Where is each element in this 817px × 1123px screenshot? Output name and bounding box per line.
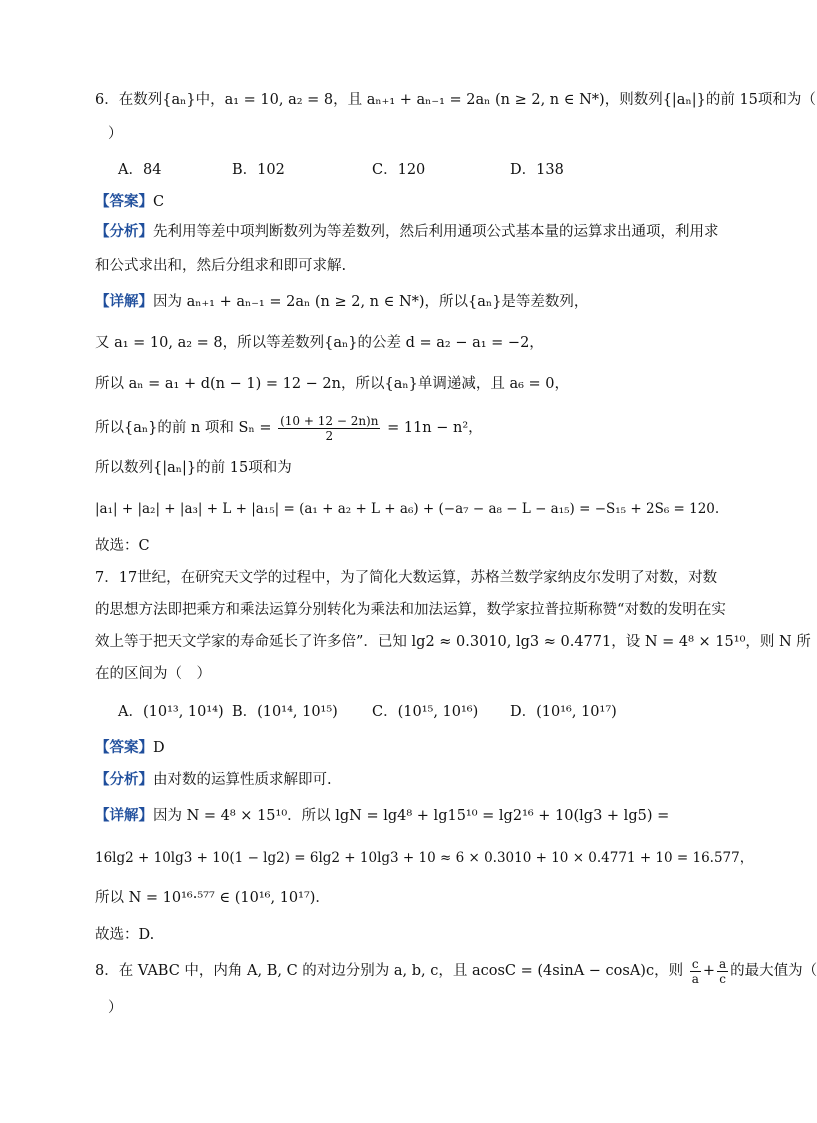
detail-tag: 【详解】 xyxy=(95,807,153,824)
q7-conclusion: 故选：D. xyxy=(95,927,155,943)
q7-detail-line-1 xyxy=(95,806,702,826)
q7-stem-line-2: 的思想方法即把乘方和乘法运算分别转化为乘法和加法运算，数学家拉普拉斯称赞“对数的发明在实 xyxy=(95,602,726,618)
q6-detail-line-6: |a₁| + |a₂| + |a₃| + L + |a₁₅| = (a₁ + a₂ + L + a₆) + (−a₇ − a₈ − L − a₁₅) = −S₁₅ + 2S₆ = 120. xyxy=(95,501,720,517)
q6-detail-4-pre: 所以{aₙ}的前 n 项和 Sₙ = xyxy=(95,420,272,436)
fraction-numerator: a xyxy=(719,956,727,971)
q8-stem-line-2: ） xyxy=(108,1000,123,1016)
q7-detail-line-2: 16lg2 + 10lg3 + 10(1 − lg2) = 6lg2 + 10lg3 + 10 ≈ 6 × 0.3010 + 10 × 0.4771 + 10 = 16.577， xyxy=(95,850,754,866)
q6-detail-text-1: 因为 aₙ₊₁ + aₙ₋₁ = 2aₙ (n ≥ 2, n ∈ N*)，所以{aₙ}是等差数列， xyxy=(153,294,589,310)
q7-option-a: A．(10¹³, 10¹⁴) xyxy=(118,704,224,720)
fraction-numerator: (10 + 12 − 2n)n xyxy=(280,413,379,428)
detail-tag: 【详解】 xyxy=(95,293,153,310)
plus-sign: + xyxy=(702,963,715,979)
q7-detail-line-3: 所以 N = 10¹⁶·⁵⁷⁷ ∈ (10¹⁶, 10¹⁷)． xyxy=(95,890,330,906)
q6-options xyxy=(118,158,702,180)
q7-analysis-line-1 xyxy=(95,770,702,790)
q6-detail-4-post: = 11n − n²， xyxy=(387,420,483,436)
q8-stem-post: 的最大值为（ xyxy=(730,963,817,979)
fraction-a-over-c xyxy=(717,957,728,986)
q6-detail-line-5: 所以数列{|aₙ|}的前 15项和为 xyxy=(95,460,292,476)
analysis-tag: 【分析】 xyxy=(95,223,153,240)
q7-option-b: B．(10¹⁴, 10¹⁵) xyxy=(232,704,338,720)
q8-stem-pre: 8．在 VABC 中，内角 A, B, C 的对边分别为 a, b, c，且 acosC = (4sinA − cosA)c，则 xyxy=(95,963,684,979)
q7-option-c: C．(10¹⁵, 10¹⁶) xyxy=(372,704,479,720)
fraction-denominator: 2 xyxy=(325,428,334,443)
fraction-c-over-a xyxy=(690,957,701,986)
answer-tag: 【答案】 xyxy=(95,739,153,756)
q6-answer-line xyxy=(95,192,702,212)
q7-option-d: D．(10¹⁶, 10¹⁷) xyxy=(510,704,617,720)
q7-detail-text-1: 因为 N = 4⁸ × 15¹⁰．所以 lgN = lg4⁸ + lg15¹⁰ = lg2¹⁶ + 10(lg3 + lg5) = xyxy=(153,808,670,824)
q6-stem-line-2: ） xyxy=(108,126,123,142)
q6-detail-line-3: 所以 aₙ = a₁ + d(n − 1) = 12 − 2n，所以{aₙ}单调递减，且 a₆ = 0， xyxy=(95,376,570,392)
q6-detail-line-4 xyxy=(95,412,702,448)
answer-tag: 【答案】 xyxy=(95,193,153,210)
q6-analysis-line-2: 和公式求出和，然后分组求和即可求解. xyxy=(95,258,347,274)
sum-formula-fraction xyxy=(278,414,380,443)
q7-options xyxy=(118,700,702,722)
q6-option-c: C．120 xyxy=(372,162,426,178)
q7-answer-line xyxy=(95,738,702,758)
q6-analysis-line-1 xyxy=(95,222,719,242)
q6-detail-line-2: 又 a₁ = 10, a₂ = 8，所以等差数列{aₙ}的公差 d = a₂ − a₁ = −2， xyxy=(95,335,544,351)
q8-stem-line-1 xyxy=(95,956,817,990)
q7-stem-line-4: 在的区间为（ ） xyxy=(95,666,211,682)
q6-option-d: D．138 xyxy=(510,162,564,178)
q6-detail-line-1 xyxy=(95,292,702,312)
analysis-tag: 【分析】 xyxy=(95,771,153,788)
fraction-numerator: c xyxy=(690,957,701,972)
q6-option-a: A．84 xyxy=(118,162,162,178)
fraction-denominator: c xyxy=(719,971,726,986)
q7-stem-line-1: 7．17世纪，在研究天文学的过程中，为了简化大数运算，苏格兰数学家纳皮尔发明了对数，对数 xyxy=(95,570,718,586)
q6-answer: C xyxy=(153,194,165,210)
q7-analysis-text-1: 由对数的运算性质求解即可. xyxy=(153,772,332,788)
q6-analysis-text-1: 先利用等差中项判断数列为等差数列，然后利用通项公式基本量的运算求出通项，利用求 xyxy=(153,224,719,240)
q6-conclusion: 故选：C xyxy=(95,538,150,554)
q7-stem-line-3: 效上等于把天文学家的寿命延长了许多倍”．已知 lg2 ≈ 0.3010, lg3 ≈ 0.4771，设 N = 4⁸ × 15¹⁰，则 N 所 xyxy=(95,634,811,650)
q7-answer: D xyxy=(153,740,165,756)
q6-stem-line-1: 6．在数列{aₙ}中，a₁ = 10, a₂ = 8，且 aₙ₊₁ + aₙ₋₁ = 2aₙ (n ≥ 2, n ∈ N*)，则数列{|aₙ|}的前 15项和为（ xyxy=(95,92,816,108)
q6-option-b: B．102 xyxy=(232,162,285,178)
fraction-denominator: a xyxy=(691,971,699,986)
